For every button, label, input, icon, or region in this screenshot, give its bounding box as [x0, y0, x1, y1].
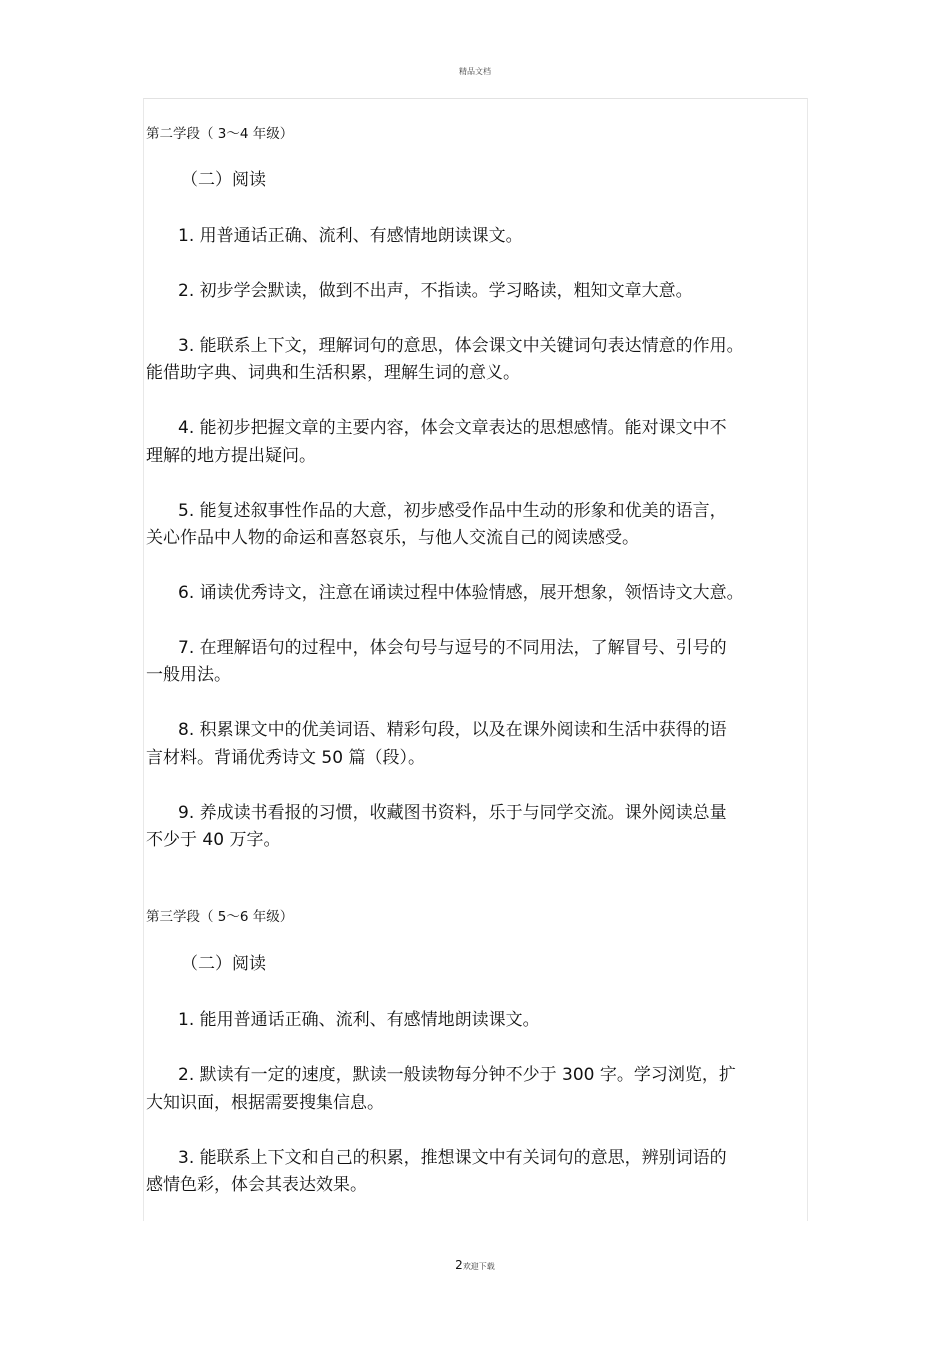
section-heading: （二）阅读 — [181, 170, 266, 190]
list-item: 3. 能联系上下文和自己的积累，推想课文中有关词句的意思，辨别词语的 — [178, 1148, 727, 1168]
list-item: 2. 初步学会默读，做到不出声，不指读。学习略读，粗知文章大意。 — [178, 281, 693, 301]
list-item: 6. 诵读优秀诗文，注意在诵读过程中体验情感，展开想象，领悟诗文大意。 — [178, 583, 744, 603]
list-item-continuation: 不少于 40 万字。 — [146, 830, 281, 850]
list-item-continuation: 关心作品中人物的命运和喜怒哀乐，与他人交流自己的阅读感受。 — [146, 528, 639, 548]
list-item: 5. 能复述叙事性作品的大意，初步感受作品中生动的形象和优美的语言， — [178, 501, 727, 521]
stage-title: 第二学段（ 3～4 年级） — [146, 126, 294, 142]
list-item: 2. 默读有一定的速度，默读一般读物每分钟不少于 300 字。学习浏览，扩 — [178, 1065, 736, 1085]
stage-title: 第三学段（ 5～6 年级） — [146, 909, 294, 925]
list-item-continuation: 一般用法。 — [146, 665, 231, 685]
page-footer — [0, 1258, 950, 1272]
list-item: 9. 养成读书看报的习惯，收藏图书资料，乐于与同学交流。课外阅读总量 — [178, 803, 727, 823]
list-item: 8. 积累课文中的优美词语、精彩句段，以及在课外阅读和生活中获得的语 — [178, 720, 727, 740]
page-header: 精品文档 — [459, 67, 491, 76]
footer-text: 欢迎下载 — [462, 1262, 495, 1271]
list-item: 3. 能联系上下文，理解词句的意思，体会课文中关键词句表达情意的作用。 — [178, 336, 744, 356]
section-heading: （二）阅读 — [181, 954, 266, 974]
list-item: 4. 能初步把握文章的主要内容，体会文章表达的思想感情。能对课文中不 — [178, 418, 727, 438]
list-item: 7. 在理解语句的过程中，体会句号与逗号的不同用法，了解冒号、引号的 — [178, 638, 727, 658]
list-item-continuation: 能借助字典、词典和生活积累，理解生词的意义。 — [146, 363, 520, 383]
list-item-continuation: 感情色彩，体会其表达效果。 — [146, 1175, 367, 1195]
page-number: 2 — [455, 1258, 463, 1272]
list-item-continuation: 理解的地方提出疑问。 — [146, 446, 316, 466]
list-item-continuation: 大知识面，根据需要搜集信息。 — [146, 1093, 384, 1113]
content-frame — [143, 98, 808, 1221]
list-item: 1. 能用普通话正确、流利、有感情地朗读课文。 — [178, 1010, 540, 1030]
list-item-continuation: 言材料。背诵优秀诗文 50 篇（段）。 — [146, 748, 425, 768]
list-item: 1. 用普通话正确、流利、有感情地朗读课文。 — [178, 226, 523, 246]
